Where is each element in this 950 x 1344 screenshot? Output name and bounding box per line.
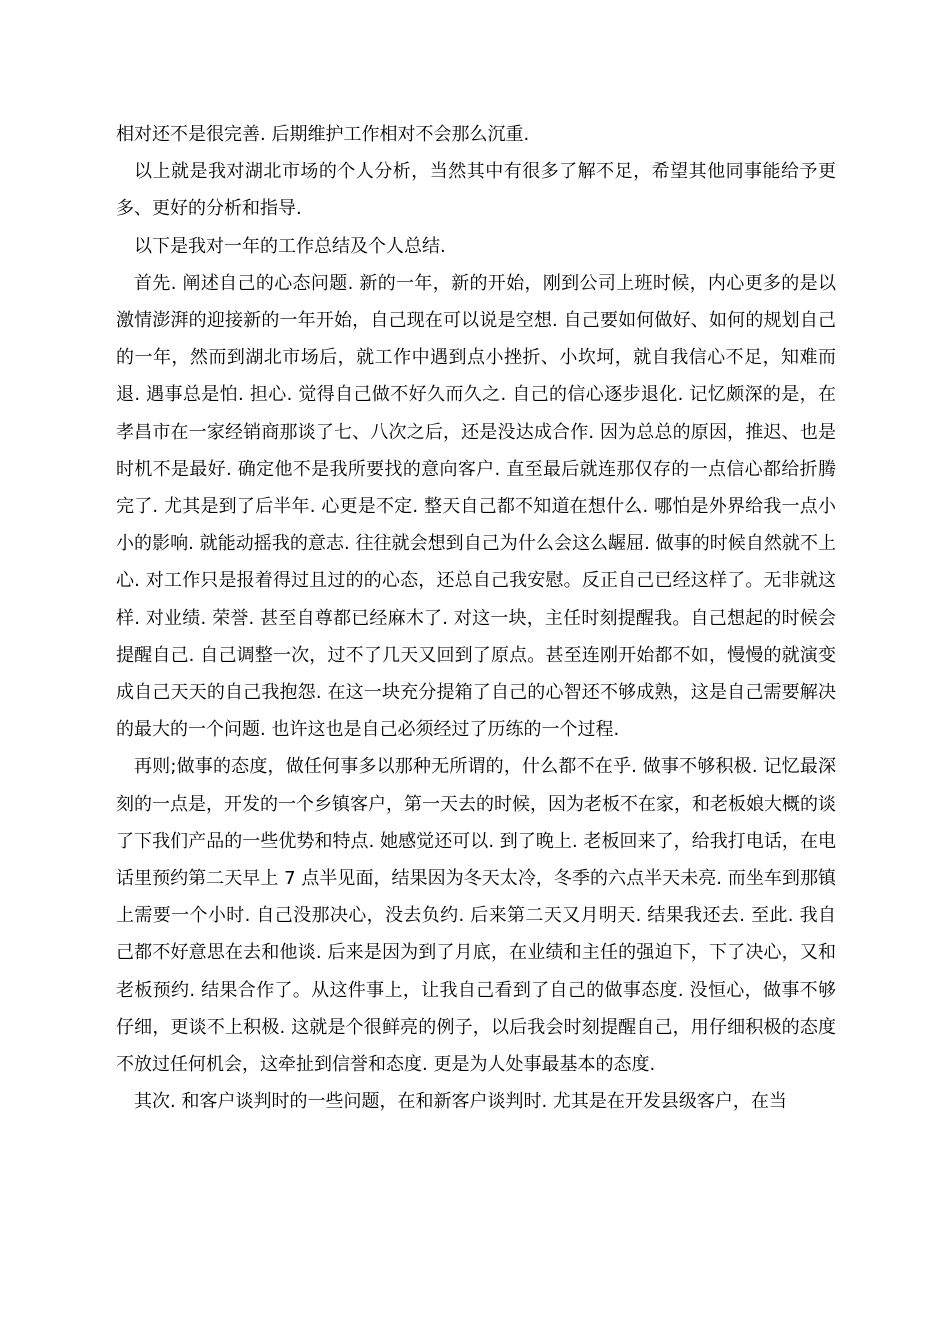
paragraph-summary-intro: 以下是我对一年的工作总结及个人总结.: [134, 235, 446, 257]
paragraph-attitude: 再则;做事的态度，做任何事多以那种无所谓的，什么都不在乎. 做事不够积极. 记忆最深刻的一点是，开发的一个乡镇客户，第一天去的时候，因为老板不在家，和老板娘大概的谈了下我们产品的一些优势和特点. 她感觉还可以. 到了晚上. 老板回来了，给我打电话，在电话里预约第二天早上 7 点半见面，结果因为冬天太冷，冬季的六点半天未亮. 而坐车到那镇上需要一个小时. 自己没那决心，没去负约. 后来第二天又月明天. 结果我还去. 至此. 我自己都不好意思在去和他谈. 后来是因为到了月底，在业绩和主任的强迫下，下了决心，又和老板预约. 结果合作了。从这件事上，让我自己看到了自己的做事态度. 没恒心，做事不够仔细，更谈不上积极. 这就是个很鲜亮的例子，以后我会时刻提醒自己，用仔细积极的态度不放过任何机会，这牵扯到信誉和态度. 更是为人处事最基本的态度.: [116, 756, 836, 1076]
paragraph-continuation: 相对还不是很完善. 后期维护工作相对不会那么沉重.: [116, 124, 530, 145]
paragraph-negotiation: 其次. 和客户谈判时的一些问题，在和新客户谈判时. 尤其是在开发县级客户，在当: [134, 1091, 787, 1113]
paragraph-mindset: 首先. 阐述自己的心态问题. 新的一年，新的开始，刚到公司上班时候，内心更多的是以激情澎湃的迎接新的一年开始，自己现在可以说是空想. 自己要如何做好、如何的规划自己的一年，然而到湖北市场后，就工作中遇到点小挫折、小坎坷，就自我信心不足，知难而退. 遇事总是怕. 担心. 觉得自己做不好久而久之. 自己的信心逐步退化. 记忆颇深的是，在孝昌市在一家经销商那谈了七、八次之后，还是没达成合作. 因为总总的原因，推迟、也是时机不是最好. 确定他不是我所要找的意向客户. 直至最后就连那仅存的一点信心都给折腾完了. 尤其是到了后半年. 心更是不定. 整天自己都不知道在想什么. 哪怕是外界给我一点小小的影响. 就能动摇我的意志. 往往就会想到自己为什么会这么龌屈. 做事的时候自然就不上心. 对工作只是报着得过且过的的心态，还总自己我安慰。反正自己已经这样了。无非就这样. 对业绩. 荣誉. 甚至自尊都已经麻木了. 对这一块，主任时刻提醒我。自己想起的时候会提醒自己. 自己调整一次，过不了几天又回到了原点。甚至连刚开始都不如，慢慢的就演变成自己天天的自己我抱怨. 在这一块充分提箱了自己的心智还不够成熟，这是自己需要解决的最大的一个问题. 也许这也是自己必须经过了历练的一个过程.: [116, 272, 836, 741]
paragraph-market-analysis: 以上就是我对湖北市场的个人分析，当然其中有很多了解不足，希望其他同事能给予更多、更好的分析和指导.: [116, 161, 836, 220]
document-page: [116, 116, 836, 1120]
